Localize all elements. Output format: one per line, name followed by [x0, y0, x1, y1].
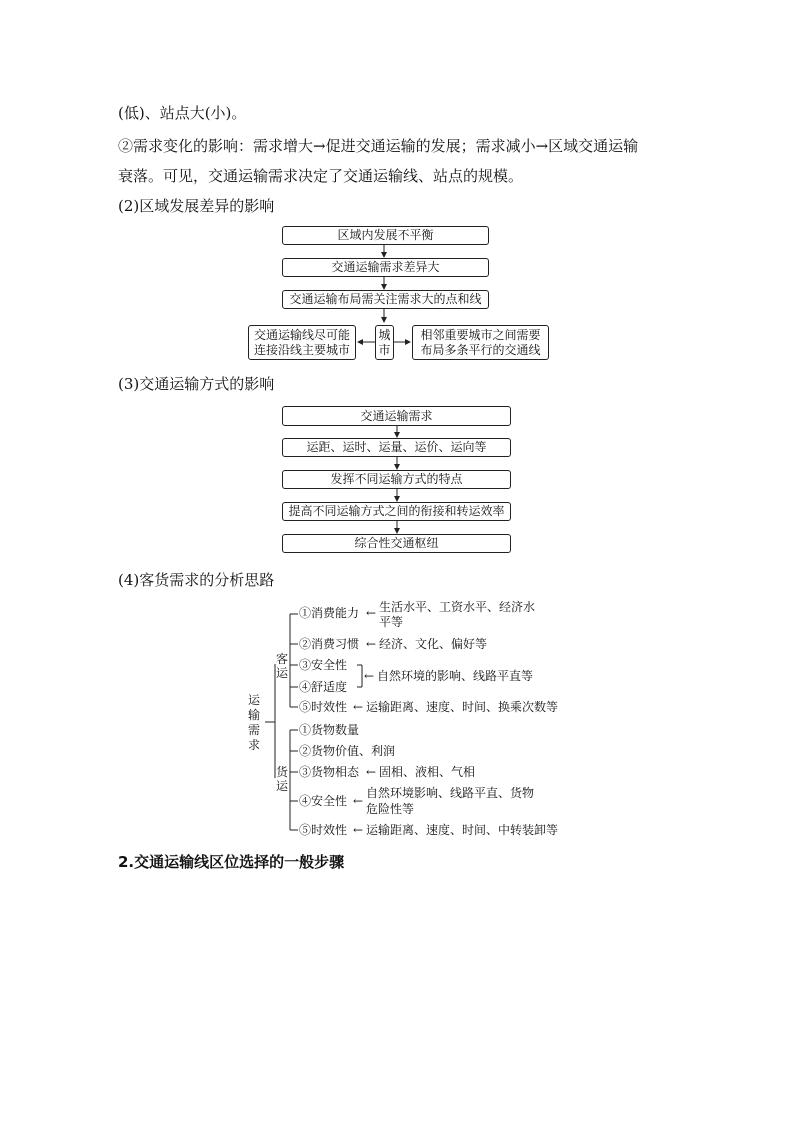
- mode-box-demand: 交通运输需求: [282, 406, 511, 426]
- mode-box-characteristics: 发挥不同运输方式的特点: [282, 470, 511, 489]
- heading-region-difference: (2)区域发展差异的影响: [118, 197, 275, 215]
- region-box-connect-cities: [248, 325, 356, 360]
- freight-note-f5: 运输距离、速度、时间、中转装卸等: [366, 823, 559, 837]
- region-right-line-1: 相邻重要城市之间需要: [420, 327, 541, 342]
- paragraph-line-3: 衰落。可见，交通运输需求决定了交通运输线、站点的规模。: [118, 167, 524, 185]
- freight-item-safety: ④安全性: [299, 794, 348, 808]
- freight-item-timeliness: ⑤时效性: [299, 823, 348, 837]
- mode-box-factors: 运距、运时、运量、运价、运向等: [282, 438, 511, 457]
- freight-note-f4-b: 危险性等: [366, 802, 415, 816]
- passenger-label-2: 运: [276, 666, 289, 680]
- arrow-f4: ←: [353, 794, 364, 808]
- arrow-p34: ←: [364, 669, 375, 683]
- heading-transport-mode: (3)交通运输方式的影响: [118, 375, 275, 393]
- passenger-label-1: 客: [276, 652, 289, 666]
- region-box-demand-gap: 交通运输需求差异大: [282, 258, 489, 277]
- mode-box-efficiency: 提高不同运输方式之间的衔接和转运效率: [282, 502, 511, 521]
- paragraph-line-1: (低)、站点大(小)。: [118, 104, 247, 122]
- passenger-note-p2: 经济、文化、偏好等: [379, 637, 488, 651]
- mode-box-hub: 综合性交通枢纽: [282, 534, 511, 553]
- heading-section-2: 2.交通运输线区位选择的一般步骤: [118, 853, 345, 871]
- arrow-f5: ←: [353, 823, 364, 837]
- passenger-note-p1-a: 生活水平、工资水平、经济水: [379, 600, 536, 614]
- arrow-p1: ←: [366, 606, 377, 620]
- freight-note-f4-a: 自然环境影响、线路平直、货物: [366, 786, 535, 800]
- region-right-line-2: 布局多条平行的交通线: [420, 342, 541, 357]
- passenger-item-timeliness: ⑤时效性: [299, 700, 348, 714]
- root-char-1: 运: [248, 693, 261, 707]
- heading-demand-analysis: (4)客货需求的分析思路: [118, 571, 275, 589]
- passenger-note-p34: 自然环境的影响、线路平直等: [377, 669, 534, 683]
- freight-item-value: ②货物价值、利润: [299, 744, 396, 758]
- root-char-3: 需: [248, 723, 261, 737]
- passenger-note-p5: 运输距离、速度、时间、换乘次数等: [366, 700, 559, 714]
- region-box-parallel-lines: [412, 325, 549, 360]
- region-box-city: [375, 325, 394, 360]
- freight-item-quantity: ①货物数量: [299, 723, 360, 737]
- arrow-p2: ←: [366, 637, 377, 651]
- passenger-item-consumption-habit: ②消费习惯: [299, 637, 360, 651]
- passenger-item-consumption-ability: ①消费能力: [299, 606, 360, 620]
- region-center-line-2: 市: [378, 342, 391, 357]
- root-char-2: 输: [248, 708, 261, 722]
- freight-note-f3: 固相、液相、气相: [379, 765, 476, 779]
- passenger-note-p1-b: 平等: [379, 615, 404, 629]
- region-left-line-2: 连接沿线主要城市: [253, 342, 350, 357]
- freight-label-2: 运: [276, 779, 289, 793]
- paragraph-line-2: ②需求变化的影响：需求增大→促进交通运输的发展；需求减小→区域交通运输: [118, 137, 639, 155]
- passenger-item-safety: ③安全性: [299, 658, 348, 672]
- arrow-p5: ←: [353, 700, 364, 714]
- passenger-item-comfort: ④舒适度: [299, 680, 348, 694]
- arrow-f3: ←: [366, 765, 377, 779]
- region-left-line-1: 交通运输线尽可能: [253, 327, 350, 342]
- region-center-line-1: 城: [378, 327, 391, 342]
- region-box-focus-points: 交通运输布局需关注需求大的点和线: [282, 290, 489, 309]
- region-box-imbalance: 区域内发展不平衡: [282, 226, 489, 245]
- root-char-4: 求: [248, 738, 261, 752]
- freight-item-phase: ③货物相态: [299, 765, 360, 779]
- freight-label-1: 货: [276, 765, 289, 779]
